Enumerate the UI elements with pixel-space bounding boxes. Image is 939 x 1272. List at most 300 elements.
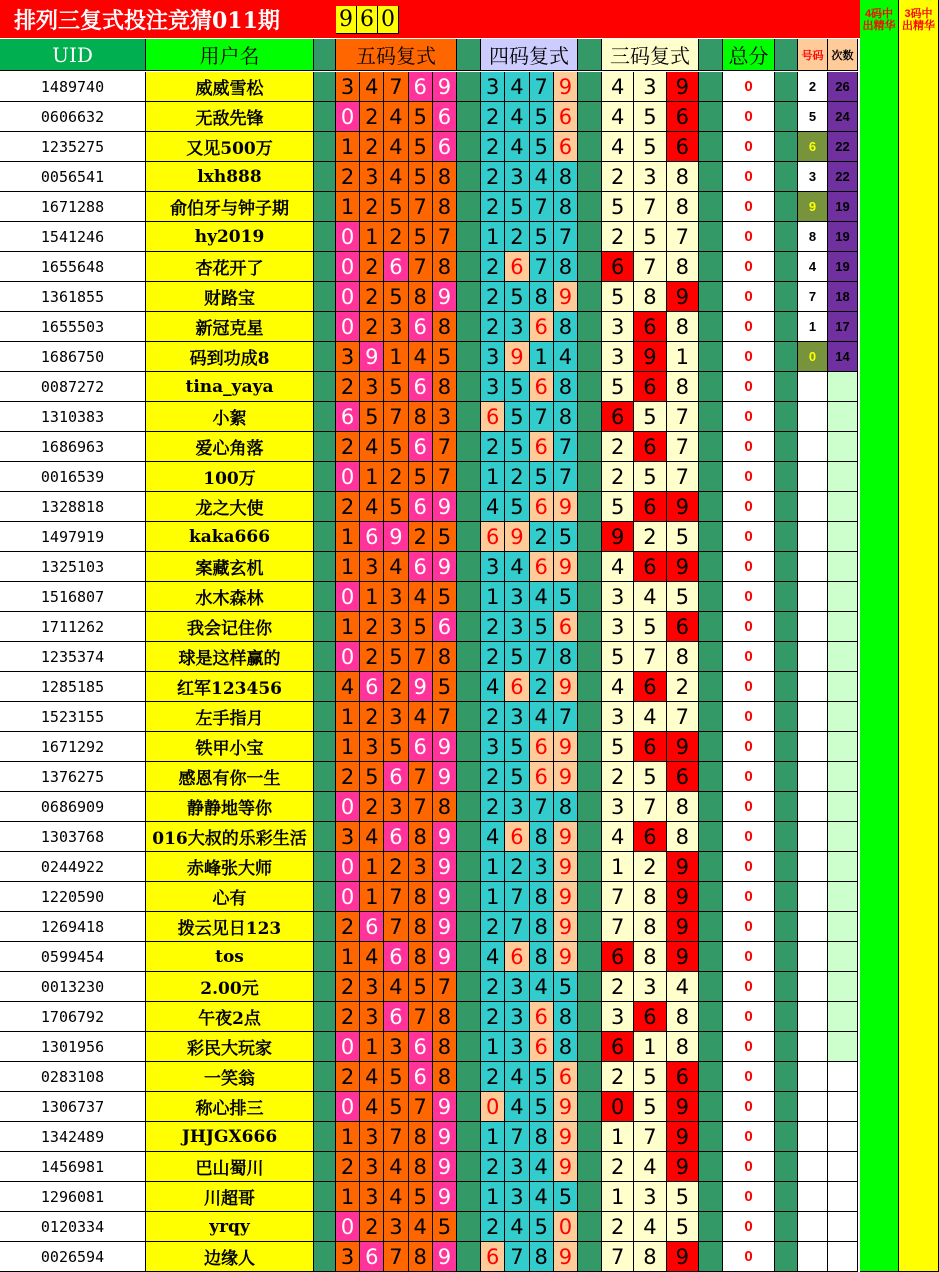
five-code-digit: 5 — [384, 732, 408, 762]
three-code-digit: 6 — [602, 252, 634, 282]
five-code-digit: 7 — [409, 792, 433, 822]
four-code-digit: 7 — [530, 642, 554, 672]
total-score: 0 — [723, 1152, 775, 1182]
four-code-digit: 4 — [505, 1092, 529, 1122]
username-cell: 球是这样赢的 — [146, 642, 314, 672]
username-cell: 爱心角落 — [146, 432, 314, 462]
total-score: 0 — [723, 342, 775, 372]
five-code-digit: 7 — [384, 912, 408, 942]
spacer — [457, 1242, 481, 1272]
spacer — [699, 1182, 723, 1212]
spacer — [314, 1062, 336, 1092]
username-cell: 边缘人 — [146, 1242, 314, 1272]
spacer — [578, 1212, 602, 1242]
four-code-digit: 4 — [481, 822, 505, 852]
four-code-digit: 2 — [481, 642, 505, 672]
five-code-digit: 1 — [336, 732, 360, 762]
uid-cell: 1306737 — [0, 1092, 146, 1122]
total-score: 0 — [723, 492, 775, 522]
total-score: 0 — [723, 1182, 775, 1212]
five-code-digit: 8 — [433, 192, 457, 222]
username-cell: 午夜2点 — [146, 1002, 314, 1032]
four-code-digit: 1 — [481, 1182, 505, 1212]
five-code-digit: 3 — [360, 732, 384, 762]
four-code-digit: 7 — [530, 402, 554, 432]
four-code-digit: 9 — [554, 552, 578, 582]
five-code-digit: 7 — [409, 1002, 433, 1032]
spacer — [457, 732, 481, 762]
username-cell: 拨云见日123 — [146, 912, 314, 942]
five-code-digit: 6 — [409, 312, 433, 342]
three-code-digit: 5 — [634, 102, 666, 132]
five-code-digit: 6 — [409, 552, 433, 582]
five-code-digit: 2 — [384, 852, 408, 882]
spacer — [699, 822, 723, 852]
spacer — [775, 1212, 798, 1242]
five-code-digit: 4 — [360, 1062, 384, 1092]
total-score: 0 — [723, 1002, 775, 1032]
total-score: 0 — [723, 312, 775, 342]
five-code-digit: 4 — [360, 1092, 384, 1122]
four-code-digit: 3 — [481, 552, 505, 582]
spacer — [457, 432, 481, 462]
five-code-digit: 9 — [433, 1092, 457, 1122]
spacer — [457, 462, 481, 492]
four-code-digit: 6 — [530, 432, 554, 462]
spacer — [578, 1062, 602, 1092]
stat-number: 8 — [798, 222, 828, 252]
stat-empty — [828, 912, 858, 942]
five-code-digit: 7 — [409, 192, 433, 222]
stat-empty — [828, 822, 858, 852]
stat-empty — [828, 492, 858, 522]
five-code-digit: 5 — [384, 372, 408, 402]
five-code-digit: 6 — [409, 1032, 433, 1062]
five-code-digit: 1 — [360, 222, 384, 252]
four-code-digit: 7 — [505, 912, 529, 942]
spacer — [699, 372, 723, 402]
spacer — [775, 282, 798, 312]
three-code-digit: 7 — [667, 462, 699, 492]
four-code-digit: 3 — [505, 582, 529, 612]
three-code-digit: 9 — [667, 1122, 699, 1152]
five-code-digit: 9 — [360, 342, 384, 372]
spacer — [775, 522, 798, 552]
spacer — [699, 882, 723, 912]
spacer — [699, 492, 723, 522]
four-code-digit: 6 — [530, 762, 554, 792]
username-cell: 码到功成8 — [146, 342, 314, 372]
total-score: 0 — [723, 1122, 775, 1152]
four-code-digit: 8 — [530, 1242, 554, 1272]
five-code-digit: 7 — [433, 432, 457, 462]
five-code-digit: 5 — [409, 102, 433, 132]
username-cell: 100万 — [146, 462, 314, 492]
username-cell: hy2019 — [146, 222, 314, 252]
four-code-digit: 5 — [530, 462, 554, 492]
five-code-digit: 5 — [360, 762, 384, 792]
stat-empty — [798, 1002, 828, 1032]
stat-empty — [798, 1182, 828, 1212]
four-code-digit: 6 — [530, 492, 554, 522]
total-score: 0 — [723, 252, 775, 282]
username-cell: 水木森林 — [146, 582, 314, 612]
total-score: 0 — [723, 672, 775, 702]
stat-number: 6 — [798, 132, 828, 162]
five-code-digit: 2 — [384, 222, 408, 252]
five-code-digit: 5 — [384, 192, 408, 222]
four-code-digit: 8 — [554, 372, 578, 402]
three-code-digit: 6 — [634, 552, 666, 582]
three-code-digit: 7 — [634, 192, 666, 222]
spacer — [699, 1032, 723, 1062]
five-code-digit: 1 — [336, 942, 360, 972]
stat-empty — [828, 762, 858, 792]
four-code-digit: 5 — [530, 1062, 554, 1092]
spacer — [314, 1122, 336, 1152]
four-code-digit: 9 — [505, 522, 529, 552]
five-code-digit: 3 — [360, 1002, 384, 1032]
five-code-digit: 2 — [409, 522, 433, 552]
username-cell: 巴山蜀川 — [146, 1152, 314, 1182]
four-code-digit: 2 — [481, 1152, 505, 1182]
four-code-digit: 4 — [481, 672, 505, 702]
uid-cell: 1497919 — [0, 522, 146, 552]
stat-count: 17 — [828, 312, 858, 342]
uid-cell: 1711262 — [0, 612, 146, 642]
five-code-digit: 1 — [336, 1182, 360, 1212]
uid-cell: 1706792 — [0, 1002, 146, 1032]
three-code-digit: 3 — [602, 312, 634, 342]
username-cell: 小絮 — [146, 402, 314, 432]
three-code-digit: 2 — [602, 1152, 634, 1182]
username-cell: 新冠克星 — [146, 312, 314, 342]
spacer — [314, 912, 336, 942]
five-code-digit: 1 — [360, 1032, 384, 1062]
four-code-digit: 2 — [481, 432, 505, 462]
spacer — [314, 972, 336, 1002]
five-code-digit: 3 — [360, 162, 384, 192]
stat-count: 26 — [828, 72, 858, 102]
spacer — [457, 222, 481, 252]
three-code-digit: 6 — [667, 102, 699, 132]
four-code-digit: 9 — [554, 1152, 578, 1182]
five-code-digit: 2 — [336, 432, 360, 462]
three-code-digit: 1 — [602, 1182, 634, 1212]
three-code-digit: 5 — [602, 492, 634, 522]
header-five-code: 五码复式 — [336, 39, 457, 71]
four-code-digit: 4 — [530, 972, 554, 1002]
total-score: 0 — [723, 702, 775, 732]
page-title: 排列三复式投注竞猜011期 — [0, 0, 330, 38]
spacer — [699, 162, 723, 192]
spacer — [775, 402, 798, 432]
three-code-digit: 9 — [667, 1092, 699, 1122]
spacer — [578, 612, 602, 642]
spacer — [578, 1152, 602, 1182]
four-code-digit: 4 — [505, 72, 529, 102]
four-code-digit: 5 — [505, 192, 529, 222]
four-code-digit: 4 — [481, 942, 505, 972]
username-cell: tina_yaya — [146, 372, 314, 402]
four-code-digit: 3 — [505, 1182, 529, 1212]
stat-empty — [828, 1092, 858, 1122]
spacer — [314, 642, 336, 672]
three-code-digit: 7 — [634, 252, 666, 282]
four-code-digit: 7 — [530, 72, 554, 102]
four-code-digit: 5 — [505, 762, 529, 792]
four-code-digit: 9 — [554, 882, 578, 912]
spacer — [775, 1182, 798, 1212]
five-code-digit: 4 — [409, 1212, 433, 1242]
three-code-digit: 6 — [634, 822, 666, 852]
five-code-digit: 6 — [360, 522, 384, 552]
stat-empty — [828, 852, 858, 882]
spacer — [457, 132, 481, 162]
five-code-digit: 5 — [409, 222, 433, 252]
spacer — [457, 642, 481, 672]
spacer — [314, 762, 336, 792]
five-code-digit: 9 — [433, 822, 457, 852]
spacer — [578, 312, 602, 342]
five-code-digit: 3 — [360, 1152, 384, 1182]
three-code-digit: 2 — [602, 1212, 634, 1242]
stat-empty — [828, 672, 858, 702]
total-score: 0 — [723, 822, 775, 852]
five-code-digit: 8 — [433, 162, 457, 192]
three-code-digit: 2 — [602, 432, 634, 462]
five-code-digit: 5 — [409, 612, 433, 642]
stat-empty — [828, 372, 858, 402]
five-code-digit: 2 — [336, 1152, 360, 1182]
five-code-digit: 7 — [433, 222, 457, 252]
spacer — [314, 342, 336, 372]
spacer — [457, 102, 481, 132]
spacer — [457, 192, 481, 222]
four-code-digit: 5 — [505, 432, 529, 462]
username-cell: 心有 — [146, 882, 314, 912]
spacer — [578, 822, 602, 852]
three-code-digit: 9 — [667, 492, 699, 522]
stat-empty — [828, 1242, 858, 1272]
three-code-digit: 9 — [667, 1242, 699, 1272]
spacer — [314, 252, 336, 282]
four-code-digit: 5 — [505, 402, 529, 432]
stat-empty — [798, 1152, 828, 1182]
five-code-digit: 4 — [384, 1182, 408, 1212]
five-code-digit: 2 — [360, 702, 384, 732]
spacer — [457, 1032, 481, 1062]
spacer — [775, 672, 798, 702]
uid-cell: 1361855 — [0, 282, 146, 312]
total-score: 0 — [723, 582, 775, 612]
spacer — [314, 702, 336, 732]
four-code-digit: 3 — [505, 162, 529, 192]
five-code-digit: 8 — [409, 912, 433, 942]
three-code-digit: 8 — [667, 192, 699, 222]
five-code-digit: 2 — [360, 312, 384, 342]
spacer — [699, 102, 723, 132]
five-code-digit: 3 — [360, 552, 384, 582]
spacer — [775, 462, 798, 492]
three-code-digit: 8 — [634, 882, 666, 912]
three-code-digit: 5 — [634, 462, 666, 492]
stat-empty — [798, 492, 828, 522]
spacer — [578, 1122, 602, 1152]
four-code-digit: 8 — [530, 882, 554, 912]
spacer — [578, 372, 602, 402]
four-code-digit: 5 — [554, 582, 578, 612]
five-code-digit: 6 — [384, 942, 408, 972]
five-code-digit: 0 — [336, 792, 360, 822]
three-code-digit: 7 — [634, 792, 666, 822]
four-code-digit: 2 — [481, 702, 505, 732]
spacer — [314, 402, 336, 432]
total-score: 0 — [723, 642, 775, 672]
three-code-digit: 9 — [667, 1152, 699, 1182]
stat-count: 19 — [828, 192, 858, 222]
username-cell: 我会记住你 — [146, 612, 314, 642]
four-code-digit: 6 — [530, 732, 554, 762]
spacer — [578, 39, 602, 71]
stat-empty — [798, 1062, 828, 1092]
username-cell: 财路宝 — [146, 282, 314, 312]
three-code-digit: 1 — [602, 852, 634, 882]
stat-number: 5 — [798, 102, 828, 132]
three-code-digit: 4 — [634, 702, 666, 732]
header-username: 用户名 — [146, 39, 314, 71]
five-code-digit: 3 — [360, 972, 384, 1002]
three-code-elite-column: 3码中出精华 — [899, 0, 939, 1272]
spacer — [775, 882, 798, 912]
three-code-digit: 4 — [602, 822, 634, 852]
three-code-digit: 6 — [602, 402, 634, 432]
five-code-digit: 5 — [409, 162, 433, 192]
spacer — [699, 1122, 723, 1152]
spacer — [699, 972, 723, 1002]
five-code-digit: 7 — [433, 972, 457, 1002]
spacer — [314, 192, 336, 222]
uid-cell: 1523155 — [0, 702, 146, 732]
five-code-digit: 0 — [336, 252, 360, 282]
spacer — [457, 822, 481, 852]
three-code-digit: 2 — [602, 162, 634, 192]
spacer — [699, 192, 723, 222]
stat-empty — [828, 1002, 858, 1032]
four-code-digit: 5 — [530, 222, 554, 252]
username-cell: 称心排三 — [146, 1092, 314, 1122]
three-code-digit: 3 — [634, 72, 666, 102]
spacer — [578, 672, 602, 702]
five-code-digit: 9 — [433, 1182, 457, 1212]
four-code-digit: 6 — [530, 1032, 554, 1062]
five-code-digit: 3 — [336, 822, 360, 852]
stat-empty — [798, 642, 828, 672]
spacer — [457, 1212, 481, 1242]
uid-cell: 0120334 — [0, 1212, 146, 1242]
three-code-digit: 4 — [602, 72, 634, 102]
spacer — [457, 312, 481, 342]
four-code-digit: 4 — [554, 342, 578, 372]
three-code-digit: 8 — [667, 1002, 699, 1032]
five-code-digit: 1 — [336, 522, 360, 552]
five-code-digit: 5 — [384, 432, 408, 462]
four-code-digit: 4 — [505, 1212, 529, 1242]
five-code-digit: 4 — [384, 972, 408, 1002]
stat-count: 18 — [828, 282, 858, 312]
five-code-digit: 1 — [336, 702, 360, 732]
four-code-digit: 1 — [481, 1032, 505, 1062]
five-code-digit: 2 — [360, 132, 384, 162]
total-score: 0 — [723, 1062, 775, 1092]
four-code-digit: 9 — [554, 1242, 578, 1272]
spacer — [699, 342, 723, 372]
three-code-digit: 1 — [634, 1032, 666, 1062]
four-code-digit: 2 — [481, 612, 505, 642]
five-code-digit: 7 — [384, 1242, 408, 1272]
stat-empty — [798, 372, 828, 402]
four-code-digit: 3 — [505, 1002, 529, 1032]
five-code-digit: 2 — [336, 1002, 360, 1032]
spacer — [578, 162, 602, 192]
five-code-digit: 6 — [433, 612, 457, 642]
four-code-digit: 2 — [505, 852, 529, 882]
four-code-digit: 9 — [554, 762, 578, 792]
five-code-digit: 8 — [433, 1032, 457, 1062]
spacer — [699, 582, 723, 612]
five-code-digit: 3 — [384, 792, 408, 822]
three-code-digit: 3 — [634, 1182, 666, 1212]
spacer — [314, 522, 336, 552]
stat-empty — [798, 732, 828, 762]
five-code-digit: 0 — [336, 1212, 360, 1242]
stat-empty — [798, 582, 828, 612]
total-score: 0 — [723, 972, 775, 1002]
five-code-digit: 9 — [433, 732, 457, 762]
five-code-digit: 5 — [409, 1182, 433, 1212]
four-code-digit: 2 — [481, 1212, 505, 1242]
uid-cell: 1489740 — [0, 72, 146, 102]
four-code-digit: 9 — [554, 1092, 578, 1122]
four-code-digit: 6 — [481, 402, 505, 432]
five-code-digit: 3 — [384, 1032, 408, 1062]
uid-cell: 0283108 — [0, 1062, 146, 1092]
three-code-digit: 8 — [667, 642, 699, 672]
three-code-digit: 2 — [602, 462, 634, 492]
four-code-digit: 6 — [481, 522, 505, 552]
five-code-digit: 7 — [384, 72, 408, 102]
four-code-digit: 2 — [481, 972, 505, 1002]
three-code-digit: 4 — [634, 582, 666, 612]
spacer — [457, 1062, 481, 1092]
total-score: 0 — [723, 462, 775, 492]
five-code-digit: 3 — [433, 402, 457, 432]
five-code-digit: 5 — [384, 1062, 408, 1092]
five-code-digit: 7 — [409, 252, 433, 282]
stat-count: 22 — [828, 162, 858, 192]
spacer — [699, 222, 723, 252]
spacer — [457, 492, 481, 522]
spacer — [457, 582, 481, 612]
four-code-digit: 3 — [481, 732, 505, 762]
uid-cell: 1671288 — [0, 192, 146, 222]
four-code-digit: 8 — [530, 1122, 554, 1152]
stat-number: 7 — [798, 282, 828, 312]
five-code-digit: 2 — [360, 792, 384, 822]
stat-number: 4 — [798, 252, 828, 282]
five-code-digit: 8 — [433, 252, 457, 282]
spacer — [314, 882, 336, 912]
